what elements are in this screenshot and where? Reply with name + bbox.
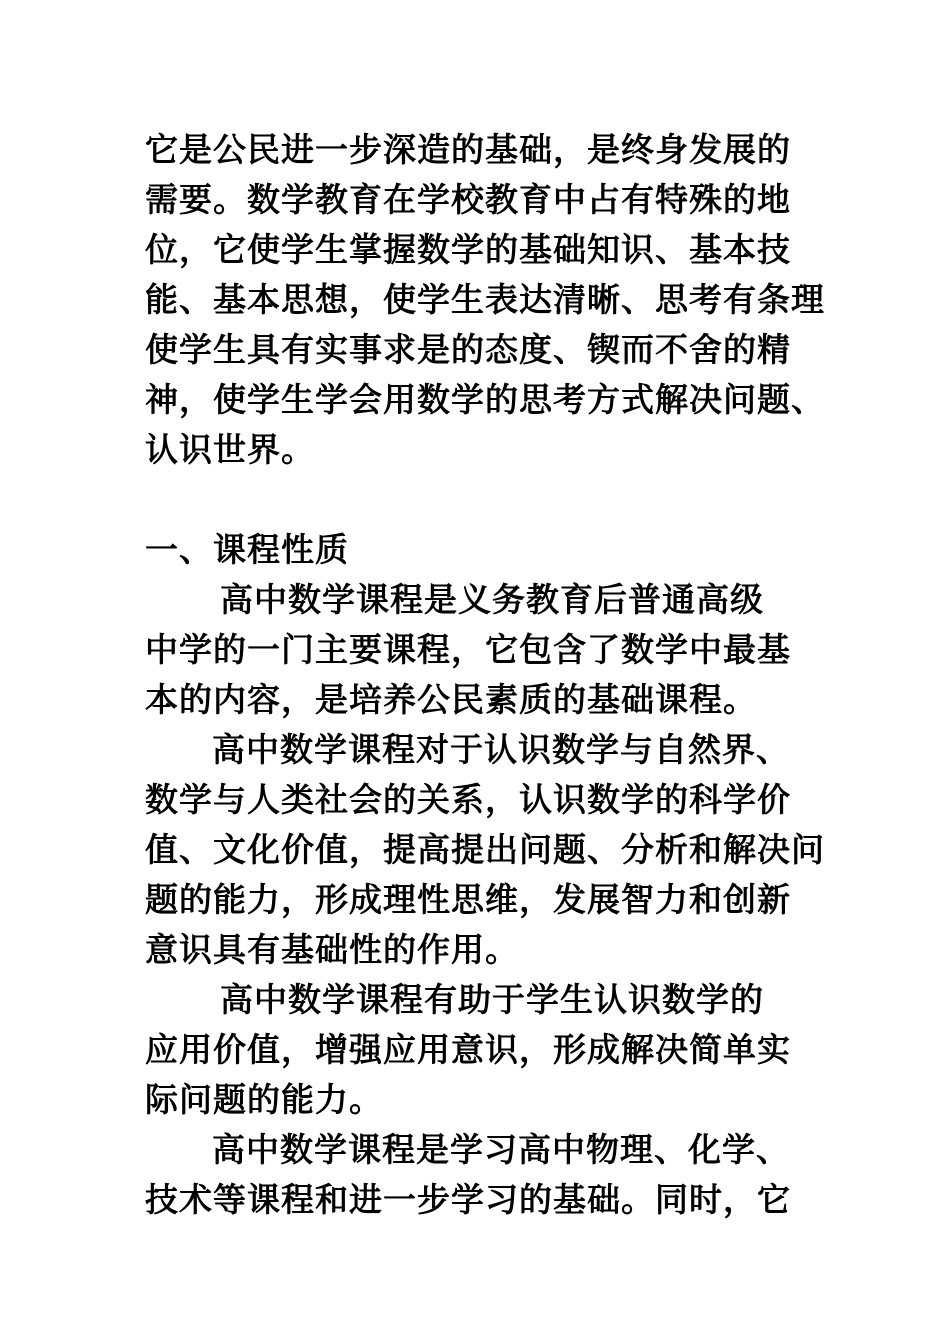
para3-line-3: 际问题的能力。: [145, 1080, 383, 1119]
intro-line-1: 它是公民进一步深造的基础，是终身发展的: [145, 130, 791, 169]
para1-line-3: 本的内容，是培养公民素质的基础课程。: [145, 680, 757, 719]
para2-line-4: 题的能力，形成理性思维，发展智力和创新: [145, 880, 791, 919]
para1-line-1: 高中数学课程是义务教育后普通高级: [220, 580, 764, 619]
para1-line-2: 中学的一门主要课程，它包含了数学中最基: [145, 630, 791, 669]
intro-line-5: 使学生具有实事求是的态度、锲而不舍的精: [145, 330, 791, 369]
intro-line-6: 神，使学生学会用数学的思考方式解决问题、: [145, 380, 825, 419]
para3-line-2: 应用价值，增强应用意识，形成解决简单实: [145, 1030, 791, 1069]
para2-line-1: 高中数学课程对于认识数学与自然界、: [212, 730, 790, 769]
para2-line-2: 数学与人类社会的关系，认识数学的科学价: [145, 780, 791, 819]
para2-line-5: 意识具有基础性的作用。: [145, 930, 519, 969]
intro-line-4: 能、基本思想，使学生表达清晰、思考有条理: [145, 280, 825, 319]
para4-line-1: 高中数学课程是学习高中物理、化学、: [212, 1130, 790, 1169]
intro-line-3: 位，它使学生掌握数学的基础知识、基本技: [145, 230, 791, 269]
intro-line-2: 需要。数学教育在学校教育中占有特殊的地: [145, 180, 791, 219]
para3-line-1: 高中数学课程有助于学生认识数学的: [220, 980, 764, 1019]
section-heading: 一、课程性质: [145, 530, 349, 569]
para4-line-2: 技术等课程和进一步学习的基础。同时，它: [145, 1180, 791, 1219]
para2-line-3: 值、文化价值，提高提出问题、分析和解决问: [145, 830, 825, 869]
intro-line-7: 认识世界。: [145, 430, 315, 469]
